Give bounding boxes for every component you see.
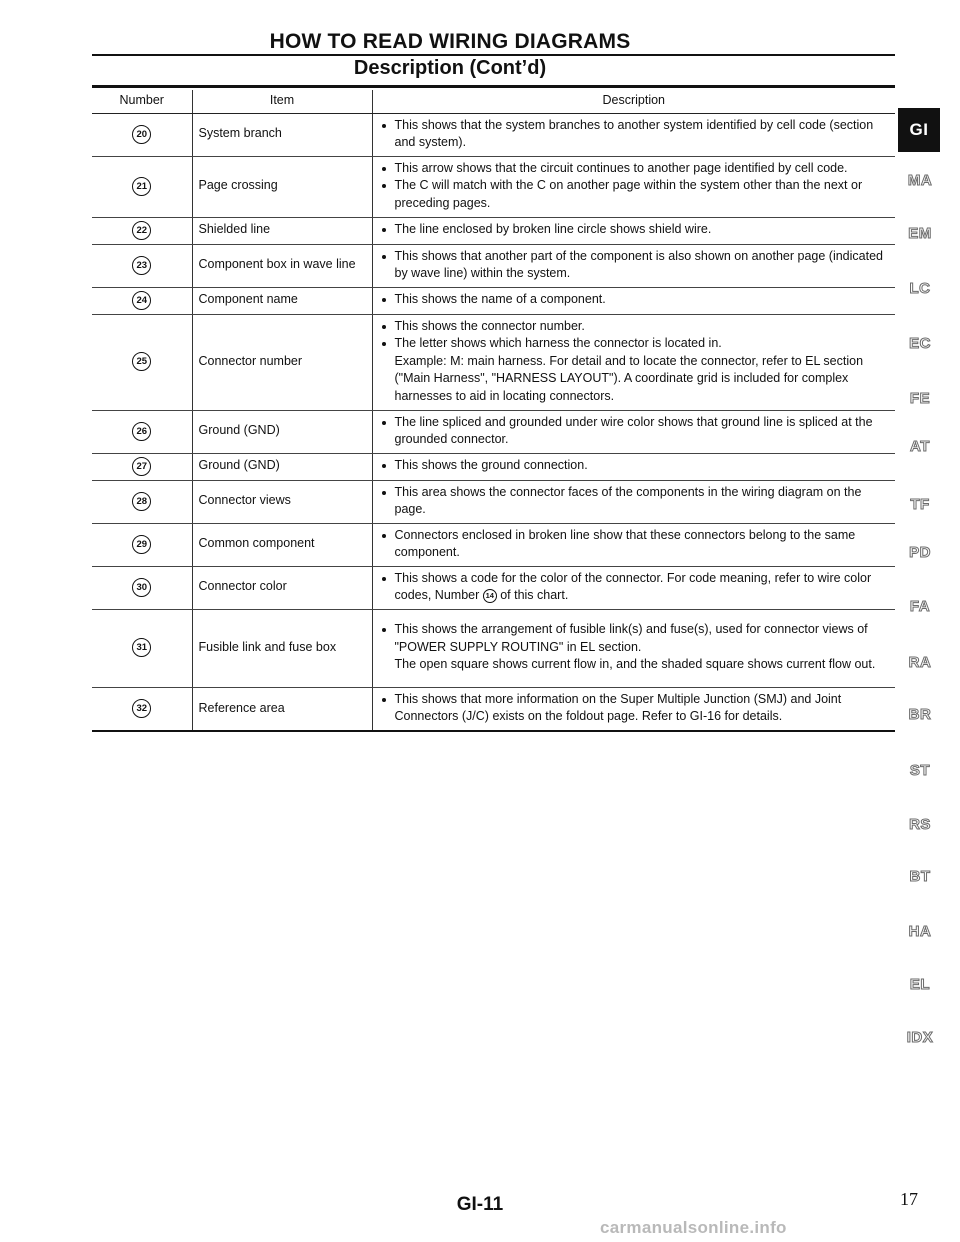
callout-reference: 14 (483, 589, 497, 603)
page-number: 17 (900, 1189, 918, 1209)
item-cell: Shielded line (192, 217, 372, 244)
section-tab-pd[interactable]: PD (909, 544, 931, 561)
table-row (92, 287, 895, 314)
description-cell (372, 156, 895, 217)
callout-number: 24 (132, 291, 151, 310)
description-cell (372, 314, 895, 410)
page-subtitle: Description (Cont’d) (353, 57, 547, 79)
table-row (92, 244, 895, 287)
description-cell (372, 566, 895, 609)
description-cell (372, 480, 895, 523)
callout-number: 32 (132, 699, 151, 718)
table-row (92, 314, 895, 410)
table-row (92, 156, 895, 217)
description-cell (372, 217, 895, 244)
subtitle-rule (92, 85, 895, 88)
section-tab-lc[interactable]: LC (909, 280, 931, 297)
description-bullet: This shows the ground connection. (379, 457, 890, 475)
section-tab-fa[interactable]: FA (909, 598, 931, 615)
description-bullet: This shows that the system branches to another system identified by cell code (section and system). (379, 117, 890, 152)
callout-number: 28 (132, 492, 151, 511)
section-tab-at[interactable]: AT (910, 438, 930, 455)
table-row (92, 113, 895, 156)
description-bullet: The C will match with the C on another page within the system other than the next or preceding pages. (379, 177, 890, 212)
table-header-row (92, 90, 895, 113)
table-row (92, 687, 895, 731)
callout-number: 26 (132, 422, 151, 441)
description-cell (372, 609, 895, 687)
description-cell (372, 453, 895, 480)
item-cell: Connector number (192, 314, 372, 410)
page-code: GI-11 (456, 1194, 504, 1215)
page-title: HOW TO READ WIRING DIAGRAMS (269, 30, 631, 53)
watermark-text: carmanualsonline.info (600, 1218, 787, 1237)
callout-number: 25 (132, 352, 151, 371)
table-row (92, 410, 895, 453)
description-bullet: This shows that another part of the component is also shown on another page (indicated by wave line) within the system. (379, 248, 890, 283)
description-bullet: Connectors enclosed in broken line show that these connectors belong to the same component. (379, 527, 890, 562)
column-header-description: Description (372, 90, 895, 113)
description-bullet: This shows that more information on the Super Multiple Junction (SMJ) and Joint Connectors (J/C) exists on the foldout page. Refer to GI-16 for details. (379, 691, 890, 726)
description-bullet: The line enclosed by broken line circle shows shield wire. (379, 221, 890, 239)
item-cell: Page crossing (192, 156, 372, 217)
description-text: of this chart. (496, 588, 569, 602)
section-tab-index (898, 108, 958, 1068)
table-row (92, 453, 895, 480)
description-continuation: Example: M: main harness. For detail and to locate the connector, refer to EL section ("Main Harness", "HARNESS LAYOUT"). A coordinate grid is included for complex harnesses to aid in locating connectors. (394, 353, 864, 403)
description-cell (372, 113, 895, 156)
section-tab-ra[interactable]: RA (908, 654, 932, 671)
description-bullet (379, 570, 890, 605)
section-tab-idx[interactable]: IDX (906, 1029, 934, 1046)
description-bullet: This shows the name of a component. (379, 291, 890, 309)
description-bullet: This shows the arrangement of fusible link(s) and fuse(s), used for connector views of "POWER SUPPLY ROUTING" in EL section. (379, 621, 890, 656)
item-cell: System branch (192, 113, 372, 156)
description-cell (372, 687, 895, 731)
section-tab-br[interactable]: BR (908, 706, 932, 723)
item-cell: Connector views (192, 480, 372, 523)
callout-number: 20 (132, 125, 151, 144)
section-tab-em[interactable]: EM (908, 225, 932, 242)
callout-number: 22 (132, 221, 151, 240)
section-tab-el[interactable]: EL (909, 976, 931, 993)
description-text: This shows a code for the color of the connector. For code meaning, refer to wire color codes, Number (394, 570, 872, 602)
table-row (92, 523, 895, 566)
callout-number: 30 (132, 578, 151, 597)
table-row (92, 566, 895, 609)
column-header-number: Number (92, 90, 192, 113)
section-tab-fe[interactable]: FE (909, 390, 931, 407)
description-bullet: This area shows the connector faces of the components in the wiring diagram on the page. (379, 484, 890, 519)
description-bullet: The line spliced and grounded under wire color shows that ground line is spliced at the grounded connector. (379, 414, 890, 449)
section-tab-st[interactable]: ST (909, 762, 931, 779)
callout-number: 23 (132, 256, 151, 275)
description-continuation: The open square shows current flow in, and the shaded square shows current flow out. (394, 657, 876, 672)
callout-number: 29 (132, 535, 151, 554)
description-cell (372, 287, 895, 314)
item-cell: Connector color (192, 566, 372, 609)
item-cell: Fusible link and fuse box (192, 609, 372, 687)
section-tab-ec[interactable]: EC (909, 335, 931, 352)
item-cell: Component name (192, 287, 372, 314)
description-cell (372, 410, 895, 453)
section-tab-ma[interactable]: MA (907, 172, 933, 189)
item-cell: Common component (192, 523, 372, 566)
item-cell: Reference area (192, 687, 372, 731)
section-tab-tf[interactable]: TF (910, 496, 930, 513)
item-cell: Ground (GND) (192, 410, 372, 453)
callout-number: 31 (132, 638, 151, 657)
description-cell (372, 244, 895, 287)
title-rule (92, 54, 895, 56)
description-cell (372, 523, 895, 566)
section-tab-bt[interactable]: BT (909, 868, 931, 885)
item-cell: Ground (GND) (192, 453, 372, 480)
table-row (92, 480, 895, 523)
callout-number: 27 (132, 457, 151, 476)
section-tab-ha[interactable]: HA (908, 923, 932, 940)
description-bullet: This shows the connector number. (379, 318, 890, 336)
column-header-item: Item (192, 90, 372, 113)
description-bullet: This arrow shows that the circuit continues to another page identified by cell code. (379, 160, 890, 178)
item-cell: Component box in wave line (192, 244, 372, 287)
table-row (92, 217, 895, 244)
callout-number: 21 (132, 177, 151, 196)
table-row (92, 609, 895, 687)
section-tab-rs[interactable]: RS (909, 816, 931, 833)
description-bullet: The letter shows which harness the connector is located in. (379, 335, 890, 353)
section-tab-gi[interactable]: GI (898, 108, 940, 152)
description-table (92, 90, 895, 732)
